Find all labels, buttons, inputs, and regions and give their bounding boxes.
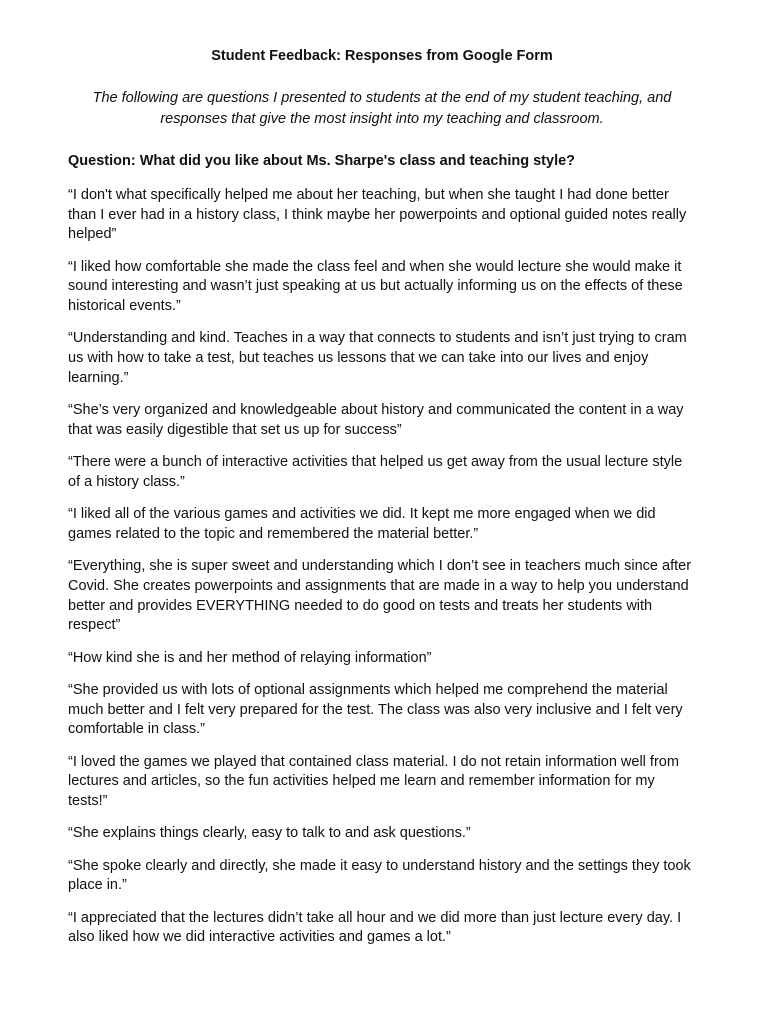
response-item: “How kind she is and her method of relaying information”: [68, 649, 432, 666]
intro-paragraph: The following are questions I presented to students at the end of my student teaching, and responses that give the most insight into my teaching and classroom.: [92, 90, 672, 127]
document-title: Student Feedback: Responses from Google Form: [211, 48, 553, 64]
response-item: “She explains things clearly, easy to talk to and ask questions.”: [68, 825, 471, 842]
response-item: “Understanding and kind. Teaches in a way that connects to students and isn’t just trying to cram us with how to take a test, but teaches us lessons that we can take into our lives and enjoy learning.”: [68, 330, 687, 386]
response-item: “She spoke clearly and directly, she made it easy to understand history and the settings they took place in.”: [68, 857, 691, 894]
response-item: “I appreciated that the lectures didn’t take all hour and we did more than just lecture every day. I also liked how we did interactive activities and games a lot.”: [68, 909, 682, 946]
question-heading: Question: What did you like about Ms. Sharpe's class and teaching style?: [68, 153, 576, 169]
response-item: “There were a bunch of interactive activities that helped us get away from the usual lecture style of a history class.”: [68, 454, 683, 490]
response-item: “Everything, she is super sweet and understanding which I don’t see in teachers much since after Covid. She creates powerpoints and assignments that are made in a way to help you understand better and provides EVERYTHING needed to do good on tests and treats her students with respect”: [68, 558, 692, 634]
response-list: [68, 186, 696, 948]
response-item: “I don't what specifically helped me about her teaching, but when she taught I had done better than I ever had in a history class, I think maybe her powerpoints and optional guided notes really helped”: [68, 187, 687, 243]
response-item: “She provided us with lots of optional assignments which helped me comprehend the material much better and I felt very prepared for the test. The class was also very inclusive and I felt very comfortable in class.”: [68, 681, 683, 738]
response-item: “I loved the games we played that contained class material. I do not retain information well from lectures and articles, so the fun activities helped me learn and remember information for my tests!”: [68, 753, 679, 809]
response-item: “I liked all of the various games and activities we did. It kept me more engaged when we did games related to the topic and remembered the material better.”: [68, 506, 656, 542]
response-item: “She’s very organized and knowledgeable about history and communicated the content in a way that was easily digestible that set us up for success”: [68, 402, 684, 438]
response-item: “I liked how comfortable she made the class feel and when she would lecture she would make it sound interesting and wasn’t just speaking at us but actually informing us on the effects of these historical events.”: [68, 258, 683, 315]
